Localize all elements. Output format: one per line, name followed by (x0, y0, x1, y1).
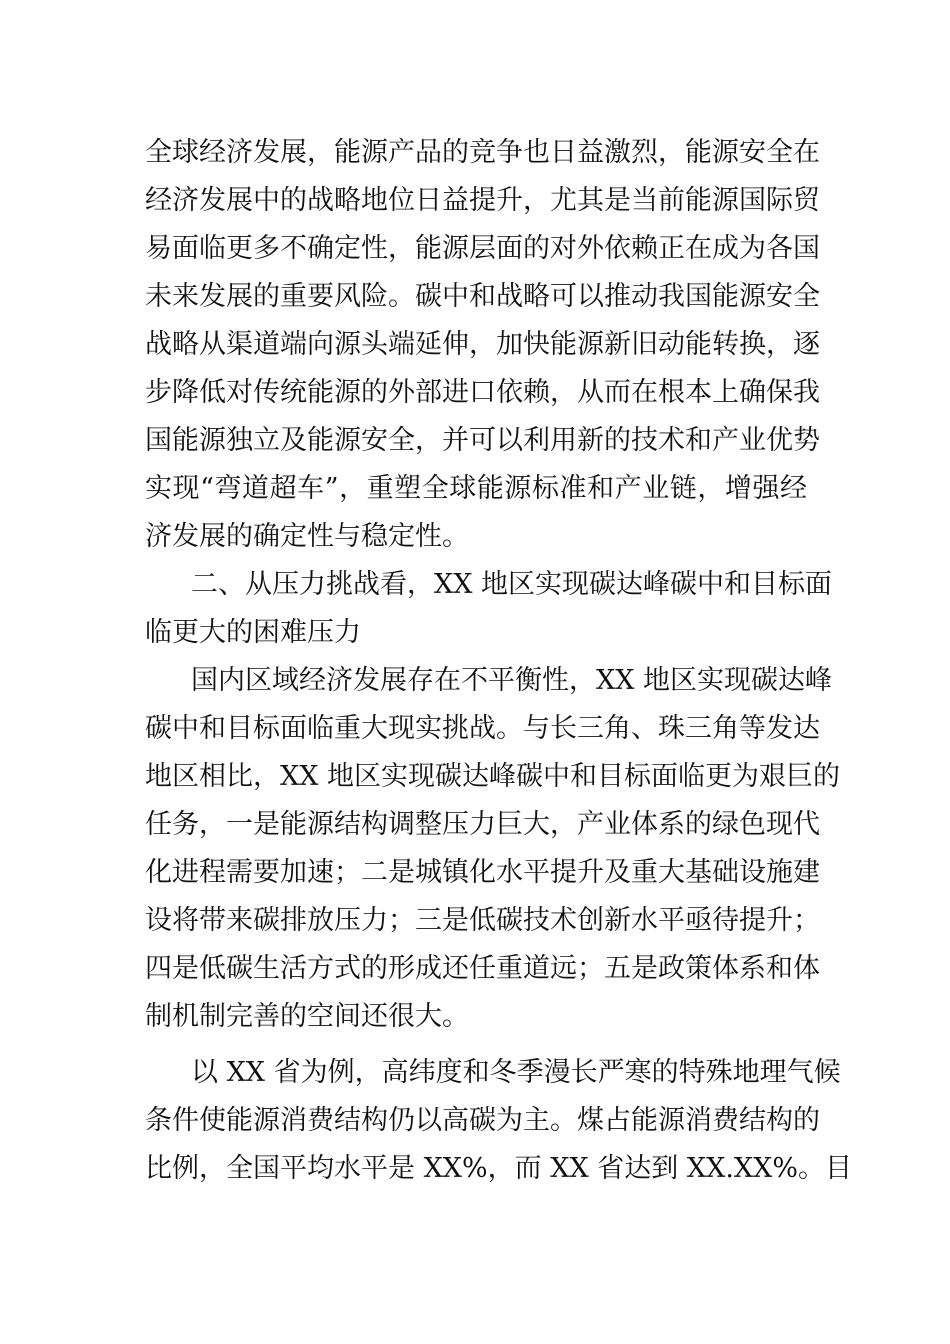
text-line: 比例，全国平均水平是 XX%，而 XX 省达到 XX.XX%。目 (145, 1153, 852, 1184)
text-line: 地区相比，XX 地区实现碳达峰碳中和目标面临更为艰巨的 (145, 761, 841, 792)
text-line: 以 XX 省为例，高纬度和冬季漫长严寒的特殊地理气候 (191, 1057, 841, 1088)
text-line: 全球经济发展，能源产品的竞争也日益激烈，能源安全在 (145, 137, 820, 168)
paragraph-regional-imbalance (145, 657, 841, 1041)
text-line: 国能源独立及能源安全，并可以利用新的技术和产业优势 (145, 425, 820, 456)
text-line: 国内区域经济发展存在不平衡性，XX 地区实现碳达峰 (191, 665, 833, 696)
text-line: 条件使能源消费结构仍以高碳为主。煤占能源消费结构的 (145, 1105, 820, 1136)
paragraph-province-example (145, 1049, 852, 1193)
text-line: 四是低碳生活方式的形成还任重道远；五是政策体系和体 (145, 953, 820, 984)
text-line: 济发展的确定性与稳定性。 (145, 521, 469, 552)
text-line: 经济发展中的战略地位日益提升，尤其是当前能源国际贸 (145, 185, 820, 216)
text-line: 碳中和目标面临重大现实挑战。与长三角、珠三角等发达 (145, 713, 820, 744)
text-line: 制机制完善的空间还很大。 (145, 1001, 469, 1032)
heading-line: 二、从压力挑战看，XX 地区实现碳达峰碳中和目标面 (191, 569, 833, 600)
text-line: 设将带来碳排放压力；三是低碳技术创新水平亟待提升； (145, 905, 820, 936)
text-line: 战略从渠道端向源头端延伸，加快能源新旧动能转换，逐 (145, 329, 820, 360)
text-line: 实现“弯道超车”，重塑全球能源标准和产业链，增强经 (145, 473, 807, 504)
text-line: 未来发展的重要风险。碳中和战略可以推动我国能源安全 (145, 281, 820, 312)
paragraph-energy-security (145, 129, 820, 561)
document-body (145, 129, 852, 1193)
text-line: 任务，一是能源结构调整压力巨大，产业体系的绿色现代 (145, 809, 820, 840)
paragraph-spacer (145, 1041, 807, 1049)
text-line: 化进程需要加速；二是城镇化水平提升及重大基础设施建 (145, 857, 820, 888)
heading-line: 临更大的困难压力 (145, 617, 361, 648)
text-line: 易面临更多不确定性，能源层面的对外依赖正在成为各国 (145, 233, 820, 264)
section-heading-pressure-challenge (145, 561, 833, 657)
text-line: 步降低对传统能源的外部进口依赖，从而在根本上确保我 (145, 377, 820, 408)
